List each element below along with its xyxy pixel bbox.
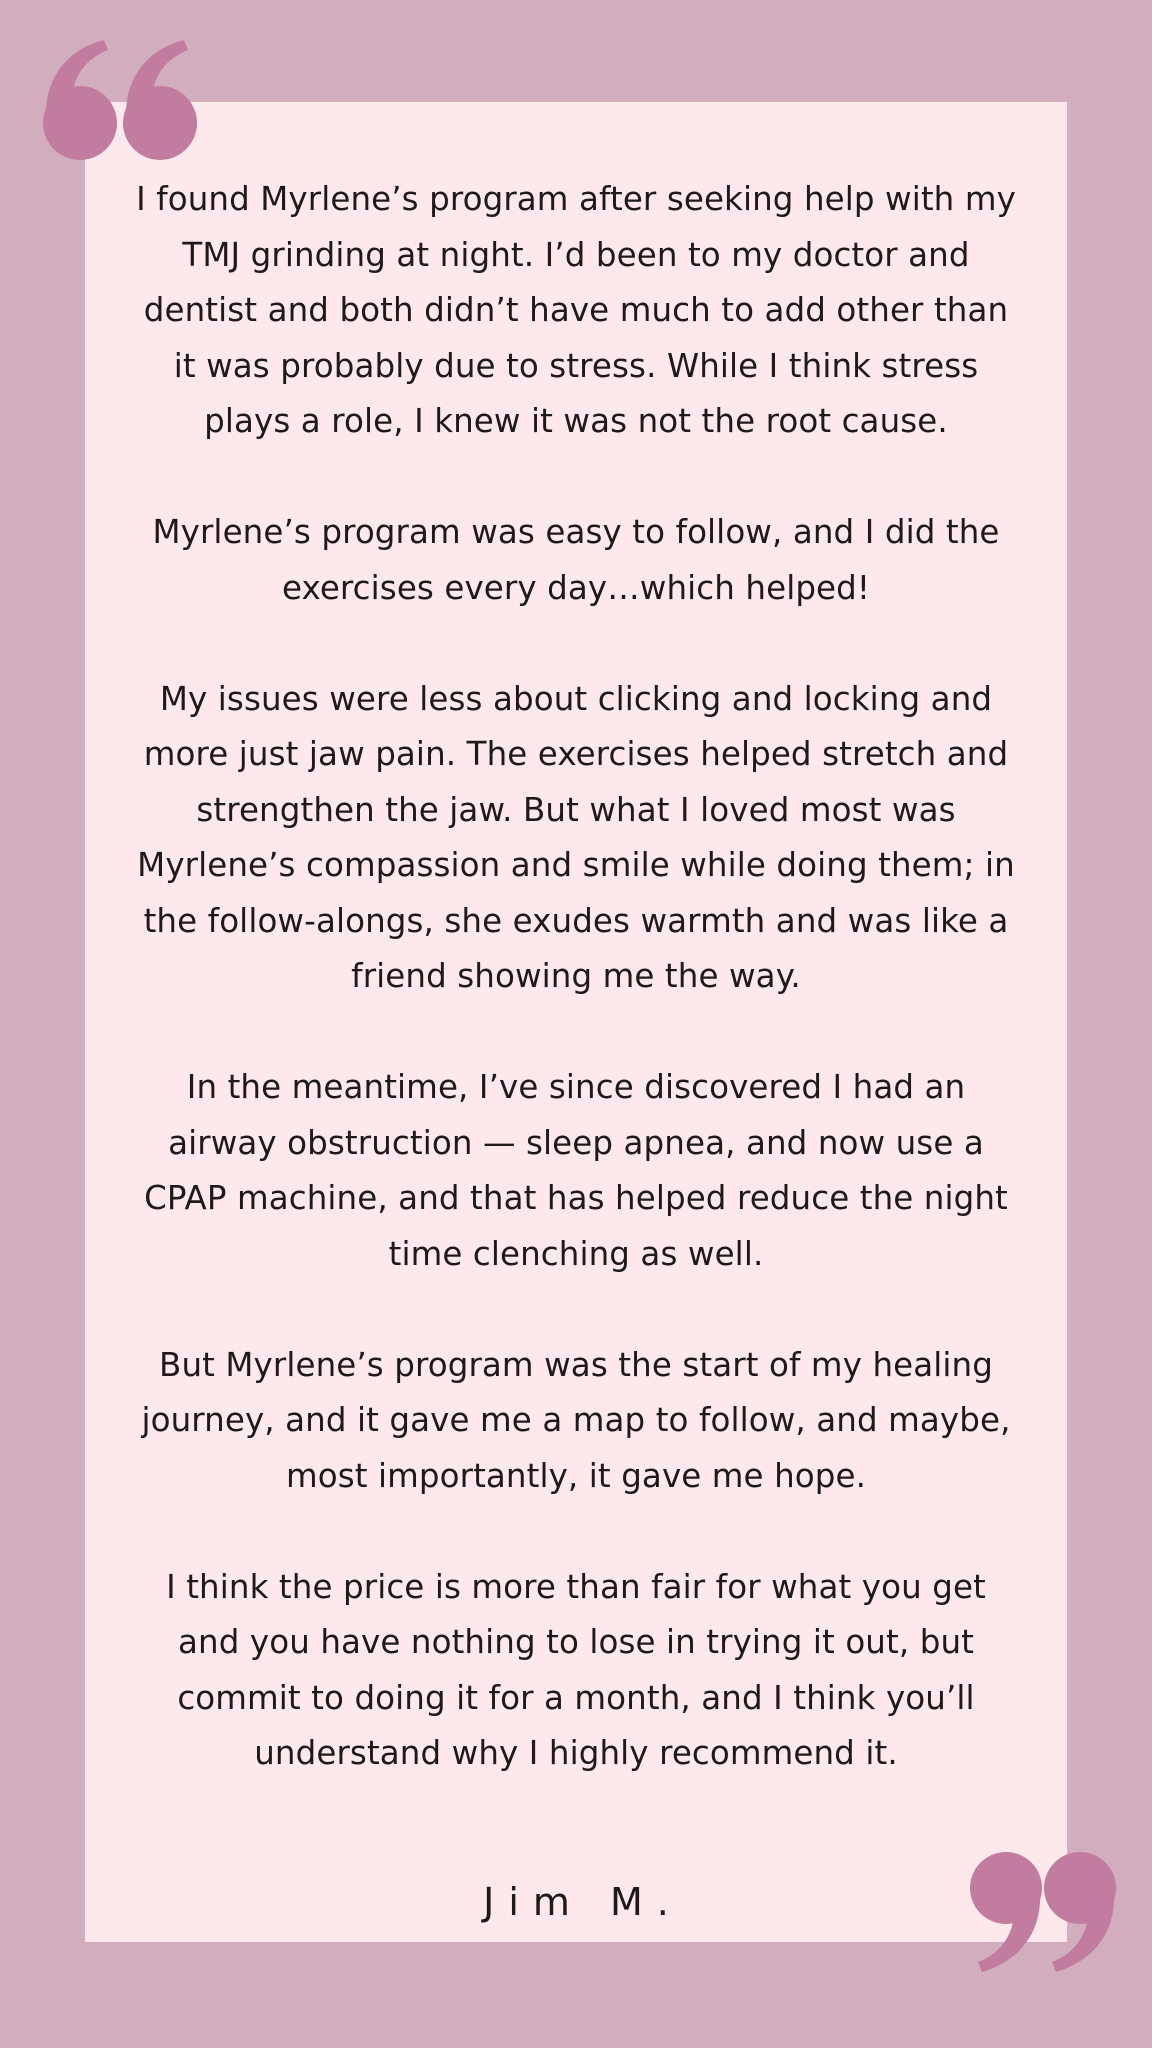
testimonial-paragraph: I think the price is more than fair for what you get and you have nothing to lose in trying it out, but commit to doing it for a month, and I think you’ll understand why I highly recommend it. xyxy=(166,1567,986,1772)
testimonial-paragraph: Myrlene’s program was easy to follow, and I did the exercises every day…which helped! xyxy=(152,513,1000,607)
testimonial-paragraph: I found Myrlene’s program after seeking help with my TMJ grinding at night. I’d been to my doctor and dentist and both didn’t have much to add other than it was probably due to stress. While I think stress plays a role, I knew it was not the root cause. xyxy=(136,180,1016,440)
testimonial-text xyxy=(135,172,1017,1782)
testimonial-paragraph: My issues were less about clicking and locking and more just jaw pain. The exercises helped stretch and strengthen the jaw. But what I loved most was Myrlene’s compassion and smile while doing them; in the follow-alongs, she exudes warmth and was like a friend showing me the way. xyxy=(137,679,1015,995)
testimonial-paragraph: But Myrlene’s program was the start of my healing journey, and it gave me a map to follow, and maybe, most importantly, it gave me hope. xyxy=(141,1345,1011,1495)
open-quote-icon xyxy=(38,38,206,162)
testimonial-paragraph: In the meantime, I’ve since discovered I had an airway obstruction — sleep apnea, and now use a CPAP machine, and that has helped reduce the night time clenching as well. xyxy=(144,1068,1008,1273)
author-signature: Jim M. xyxy=(483,1880,683,1924)
